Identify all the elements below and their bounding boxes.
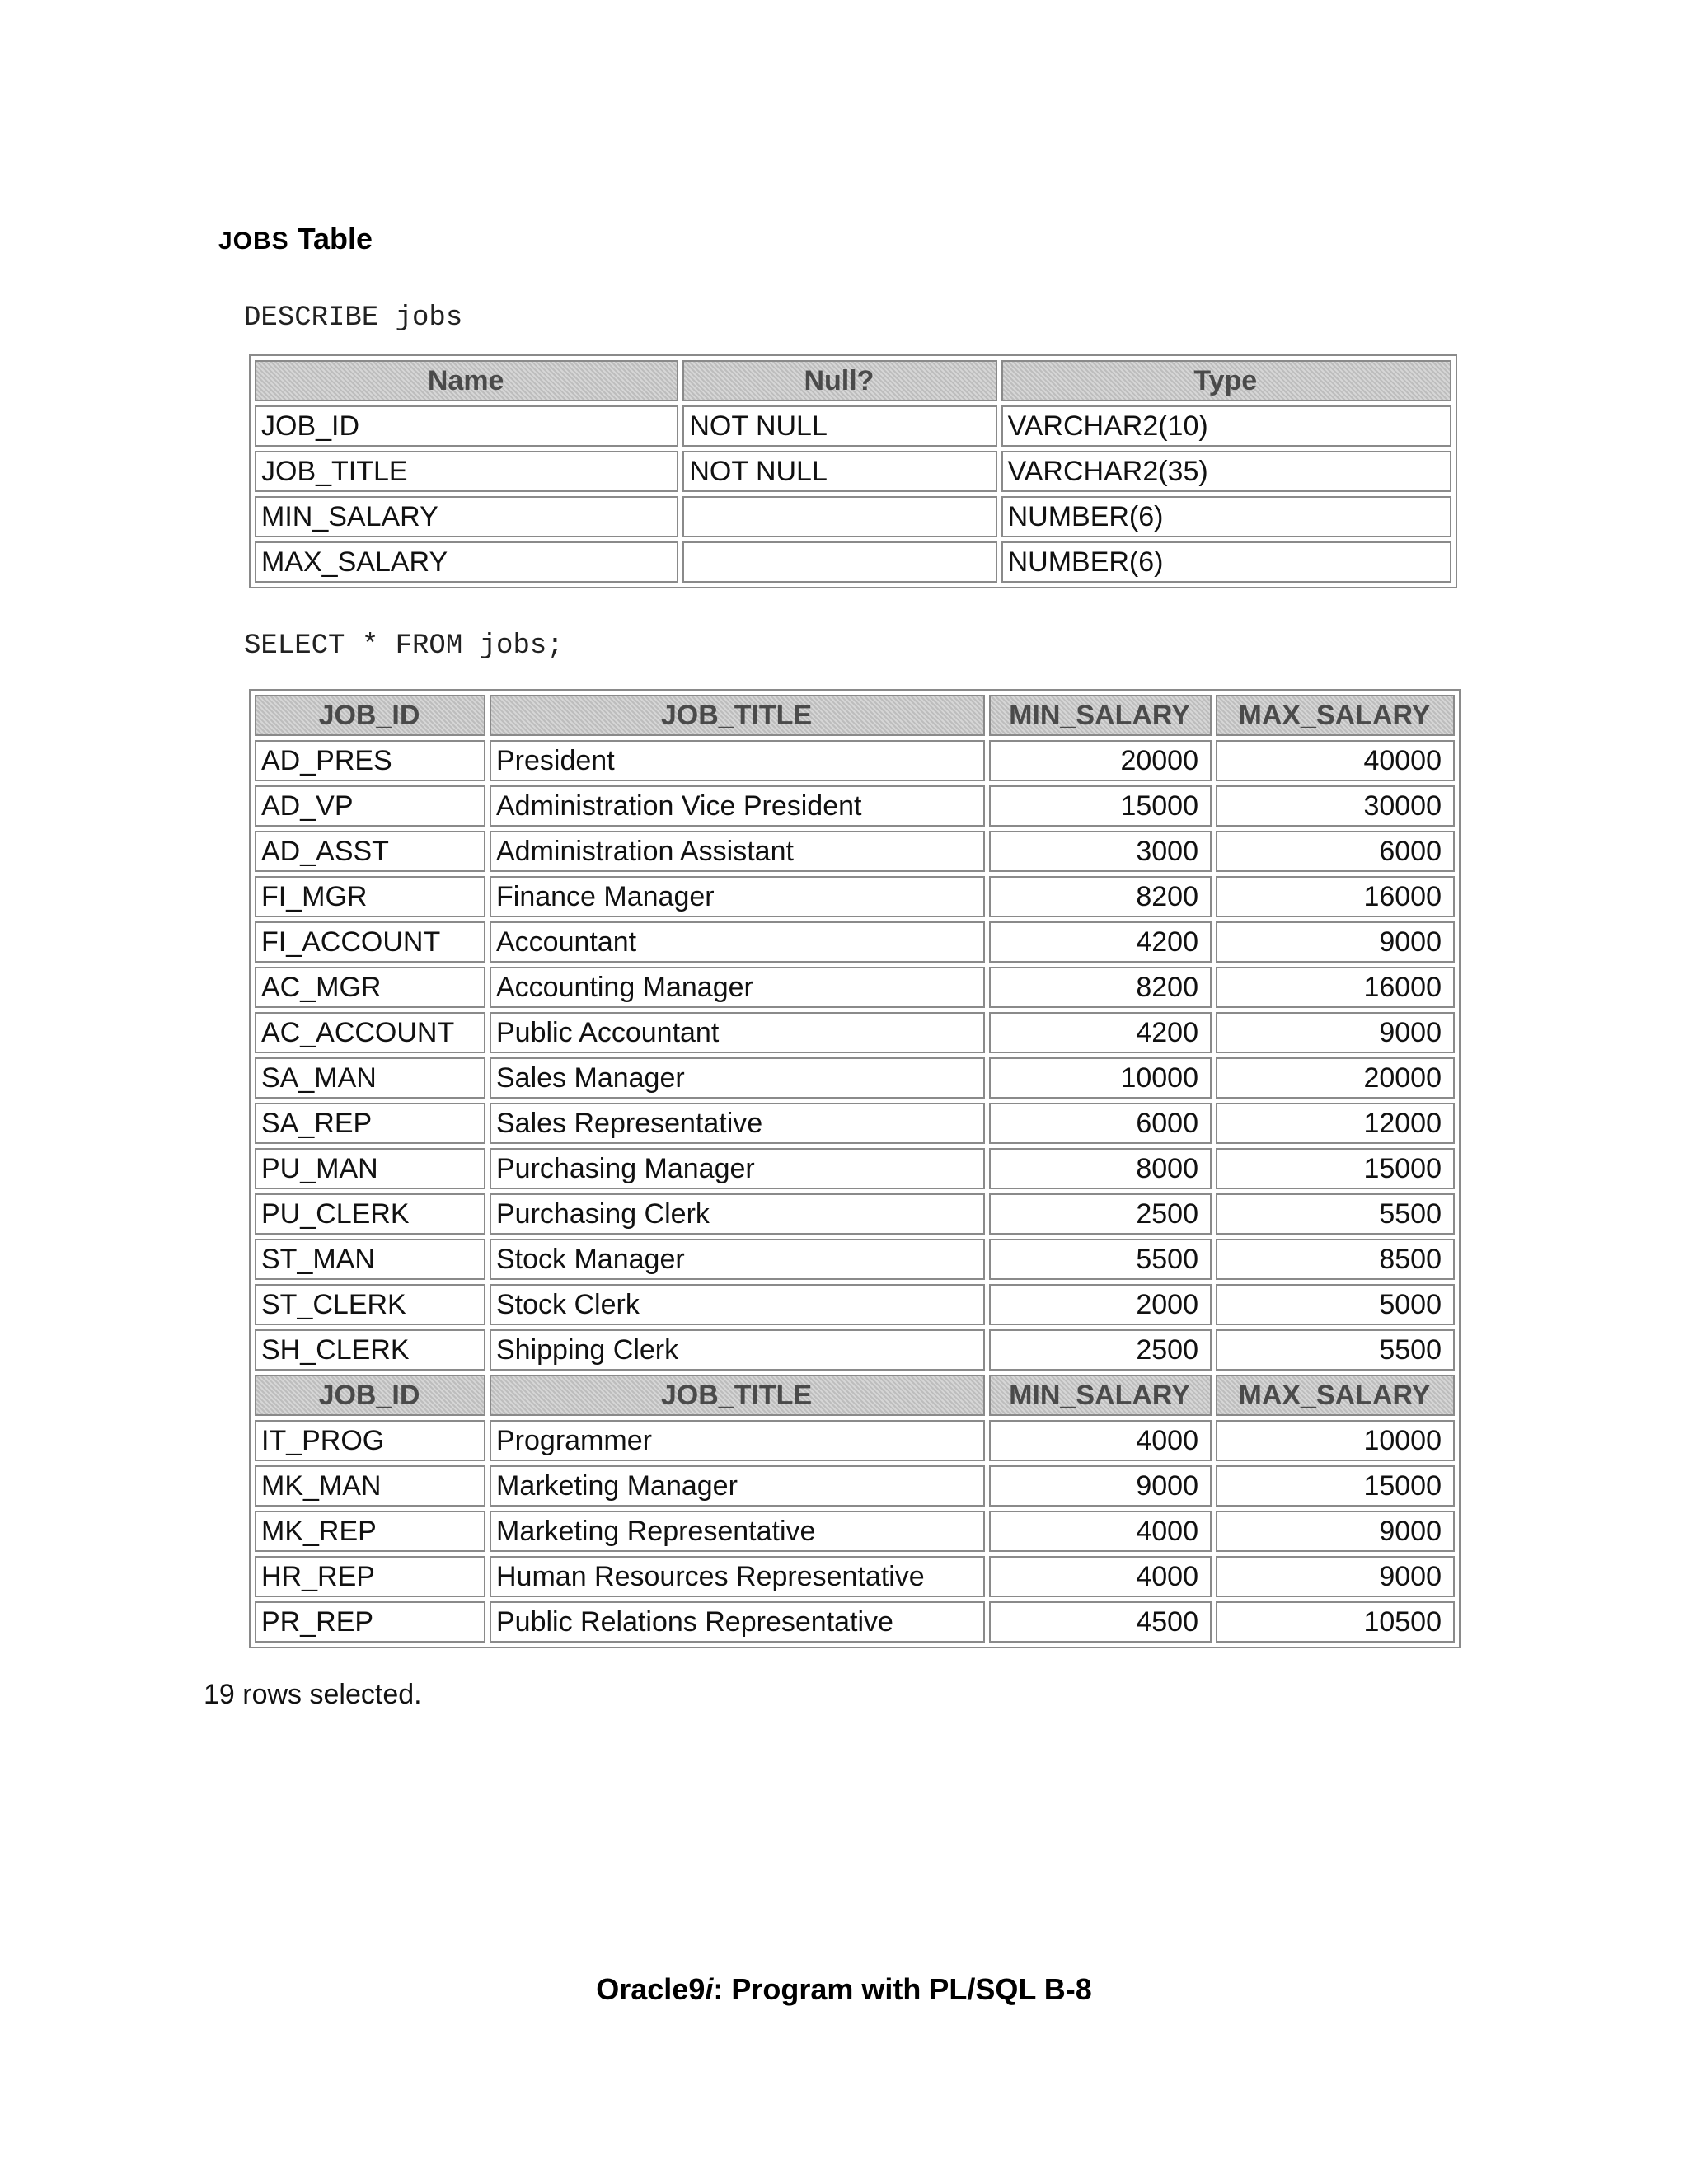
table-cell: NUMBER(6) (1001, 541, 1451, 583)
describe-row (255, 541, 1451, 583)
table-cell: 8200 (989, 967, 1212, 1008)
table-cell: 5000 (1216, 1284, 1455, 1325)
describe-row (255, 496, 1451, 537)
table-cell: 30000 (1216, 785, 1455, 827)
column-header: MIN_SALARY (989, 695, 1212, 736)
table-cell: ST_CLERK (255, 1284, 485, 1325)
table-cell: 8500 (1216, 1239, 1455, 1280)
table-cell: 20000 (1216, 1057, 1455, 1099)
table-cell: Accountant (490, 921, 985, 963)
table-cell: 40000 (1216, 740, 1455, 781)
table-cell: Human Resources Representative (490, 1556, 985, 1597)
table-cell: 6000 (1216, 831, 1455, 872)
table-cell: MIN_SALARY (255, 496, 678, 537)
table-cell: 9000 (1216, 1511, 1455, 1552)
table-cell: 16000 (1216, 876, 1455, 917)
table-cell: 15000 (989, 785, 1212, 827)
table-cell: Programmer (490, 1420, 985, 1461)
table-cell: 6000 (989, 1103, 1212, 1144)
describe-table (249, 354, 1457, 588)
table-cell: 4500 (989, 1601, 1212, 1643)
table-cell: 12000 (1216, 1103, 1455, 1144)
column-header: JOB_TITLE (490, 695, 985, 736)
table-cell: JOB_TITLE (255, 451, 678, 492)
table-row (255, 1239, 1455, 1280)
footer-italic: i (705, 1972, 714, 2006)
table-cell: FI_MGR (255, 876, 485, 917)
column-header: JOB_TITLE (490, 1375, 985, 1416)
table-cell: 4000 (989, 1420, 1212, 1461)
table-row (255, 1601, 1455, 1643)
title-suffix: Table (297, 222, 373, 255)
table-cell: NOT NULL (682, 451, 996, 492)
table-cell: 2000 (989, 1284, 1212, 1325)
table-cell: 9000 (1216, 1556, 1455, 1597)
table-cell: 16000 (1216, 967, 1455, 1008)
table-row (255, 921, 1455, 963)
table-cell: 5500 (1216, 1193, 1455, 1235)
table-row (255, 1511, 1455, 1552)
table-row (255, 1057, 1455, 1099)
table-cell: 2500 (989, 1193, 1212, 1235)
rows-selected-text: 19 rows selected. (204, 1679, 422, 1710)
table-cell: Finance Manager (490, 876, 985, 917)
table-cell: Administration Assistant (490, 831, 985, 872)
table-cell: 10000 (989, 1057, 1212, 1099)
table-cell: Purchasing Clerk (490, 1193, 985, 1235)
column-header: MAX_SALARY (1216, 695, 1455, 736)
table-cell: Sales Representative (490, 1103, 985, 1144)
table-row (255, 831, 1455, 872)
table-cell: PR_REP (255, 1601, 485, 1643)
table-cell: 10500 (1216, 1601, 1455, 1643)
table-cell: Marketing Representative (490, 1511, 985, 1552)
footer-prefix: Oracle9 (596, 1972, 706, 2006)
describe-header-row (255, 360, 1451, 401)
column-header: MIN_SALARY (989, 1375, 1212, 1416)
table-cell (682, 541, 996, 583)
table-cell: 8200 (989, 876, 1212, 917)
describe-command: DESCRIBE jobs (244, 302, 463, 334)
table-cell: 5500 (1216, 1329, 1455, 1371)
table-cell: AD_PRES (255, 740, 485, 781)
table-row (255, 740, 1455, 781)
table-cell: 3000 (989, 831, 1212, 872)
table-cell: MK_MAN (255, 1465, 485, 1507)
table-cell: 8000 (989, 1148, 1212, 1189)
describe-row (255, 451, 1451, 492)
jobs-header-row (255, 695, 1455, 736)
table-cell: 5500 (989, 1239, 1212, 1280)
table-row (255, 1556, 1455, 1597)
table-cell: ST_MAN (255, 1239, 485, 1280)
column-header: JOB_ID (255, 1375, 485, 1416)
table-row (255, 1103, 1455, 1144)
table-cell: JOB_ID (255, 405, 678, 447)
table-row (255, 876, 1455, 917)
table-row (255, 785, 1455, 827)
table-cell: VARCHAR2(10) (1001, 405, 1451, 447)
table-row (255, 1193, 1455, 1235)
table-cell: AC_ACCOUNT (255, 1012, 485, 1053)
table-cell: 2500 (989, 1329, 1212, 1371)
table-cell: PU_MAN (255, 1148, 485, 1189)
table-cell: AC_MGR (255, 967, 485, 1008)
table-cell: 15000 (1216, 1465, 1455, 1507)
table-cell: FI_ACCOUNT (255, 921, 485, 963)
table-cell: MAX_SALARY (255, 541, 678, 583)
table-cell: 9000 (989, 1465, 1212, 1507)
table-cell: 9000 (1216, 921, 1455, 963)
jobs-header-row (255, 1375, 1455, 1416)
table-cell: Stock Manager (490, 1239, 985, 1280)
table-cell: PU_CLERK (255, 1193, 485, 1235)
table-cell: SA_MAN (255, 1057, 485, 1099)
table-cell: President (490, 740, 985, 781)
table-cell (682, 496, 996, 537)
column-header: Type (1001, 360, 1451, 401)
table-cell: Stock Clerk (490, 1284, 985, 1325)
table-cell: NUMBER(6) (1001, 496, 1451, 537)
page-footer (0, 1971, 1688, 2008)
table-cell: 4000 (989, 1556, 1212, 1597)
table-cell: Marketing Manager (490, 1465, 985, 1507)
table-cell: AD_VP (255, 785, 485, 827)
table-row (255, 967, 1455, 1008)
table-cell: NOT NULL (682, 405, 996, 447)
table-cell: AD_ASST (255, 831, 485, 872)
table-cell: MK_REP (255, 1511, 485, 1552)
table-cell: VARCHAR2(35) (1001, 451, 1451, 492)
table-name: JOBS (218, 227, 289, 255)
section-title (218, 221, 373, 260)
table-cell: SA_REP (255, 1103, 485, 1144)
table-cell: Purchasing Manager (490, 1148, 985, 1189)
table-cell: SH_CLERK (255, 1329, 485, 1371)
column-header: JOB_ID (255, 695, 485, 736)
table-row (255, 1465, 1455, 1507)
table-cell: Administration Vice President (490, 785, 985, 827)
table-cell: 20000 (989, 740, 1212, 781)
table-cell: Public Accountant (490, 1012, 985, 1053)
table-cell: 9000 (1216, 1012, 1455, 1053)
table-row (255, 1284, 1455, 1325)
table-row (255, 1148, 1455, 1189)
table-cell: HR_REP (255, 1556, 485, 1597)
table-cell: 10000 (1216, 1420, 1455, 1461)
table-cell: 4200 (989, 1012, 1212, 1053)
jobs-table (249, 689, 1461, 1648)
table-cell: Shipping Clerk (490, 1329, 985, 1371)
table-cell: 4000 (989, 1511, 1212, 1552)
table-row (255, 1329, 1455, 1371)
table-row (255, 1012, 1455, 1053)
table-row (255, 1420, 1455, 1461)
column-header: MAX_SALARY (1216, 1375, 1455, 1416)
column-header: Null? (682, 360, 996, 401)
table-cell: 4200 (989, 921, 1212, 963)
table-cell: 15000 (1216, 1148, 1455, 1189)
table-cell: Sales Manager (490, 1057, 985, 1099)
footer-rest: : Program with PL/SQL B-8 (713, 1972, 1092, 2006)
column-header: Name (255, 360, 678, 401)
table-cell: IT_PROG (255, 1420, 485, 1461)
table-cell: Accounting Manager (490, 967, 985, 1008)
describe-row (255, 405, 1451, 447)
select-command: SELECT * FROM jobs; (244, 630, 564, 662)
table-cell: Public Relations Representative (490, 1601, 985, 1643)
